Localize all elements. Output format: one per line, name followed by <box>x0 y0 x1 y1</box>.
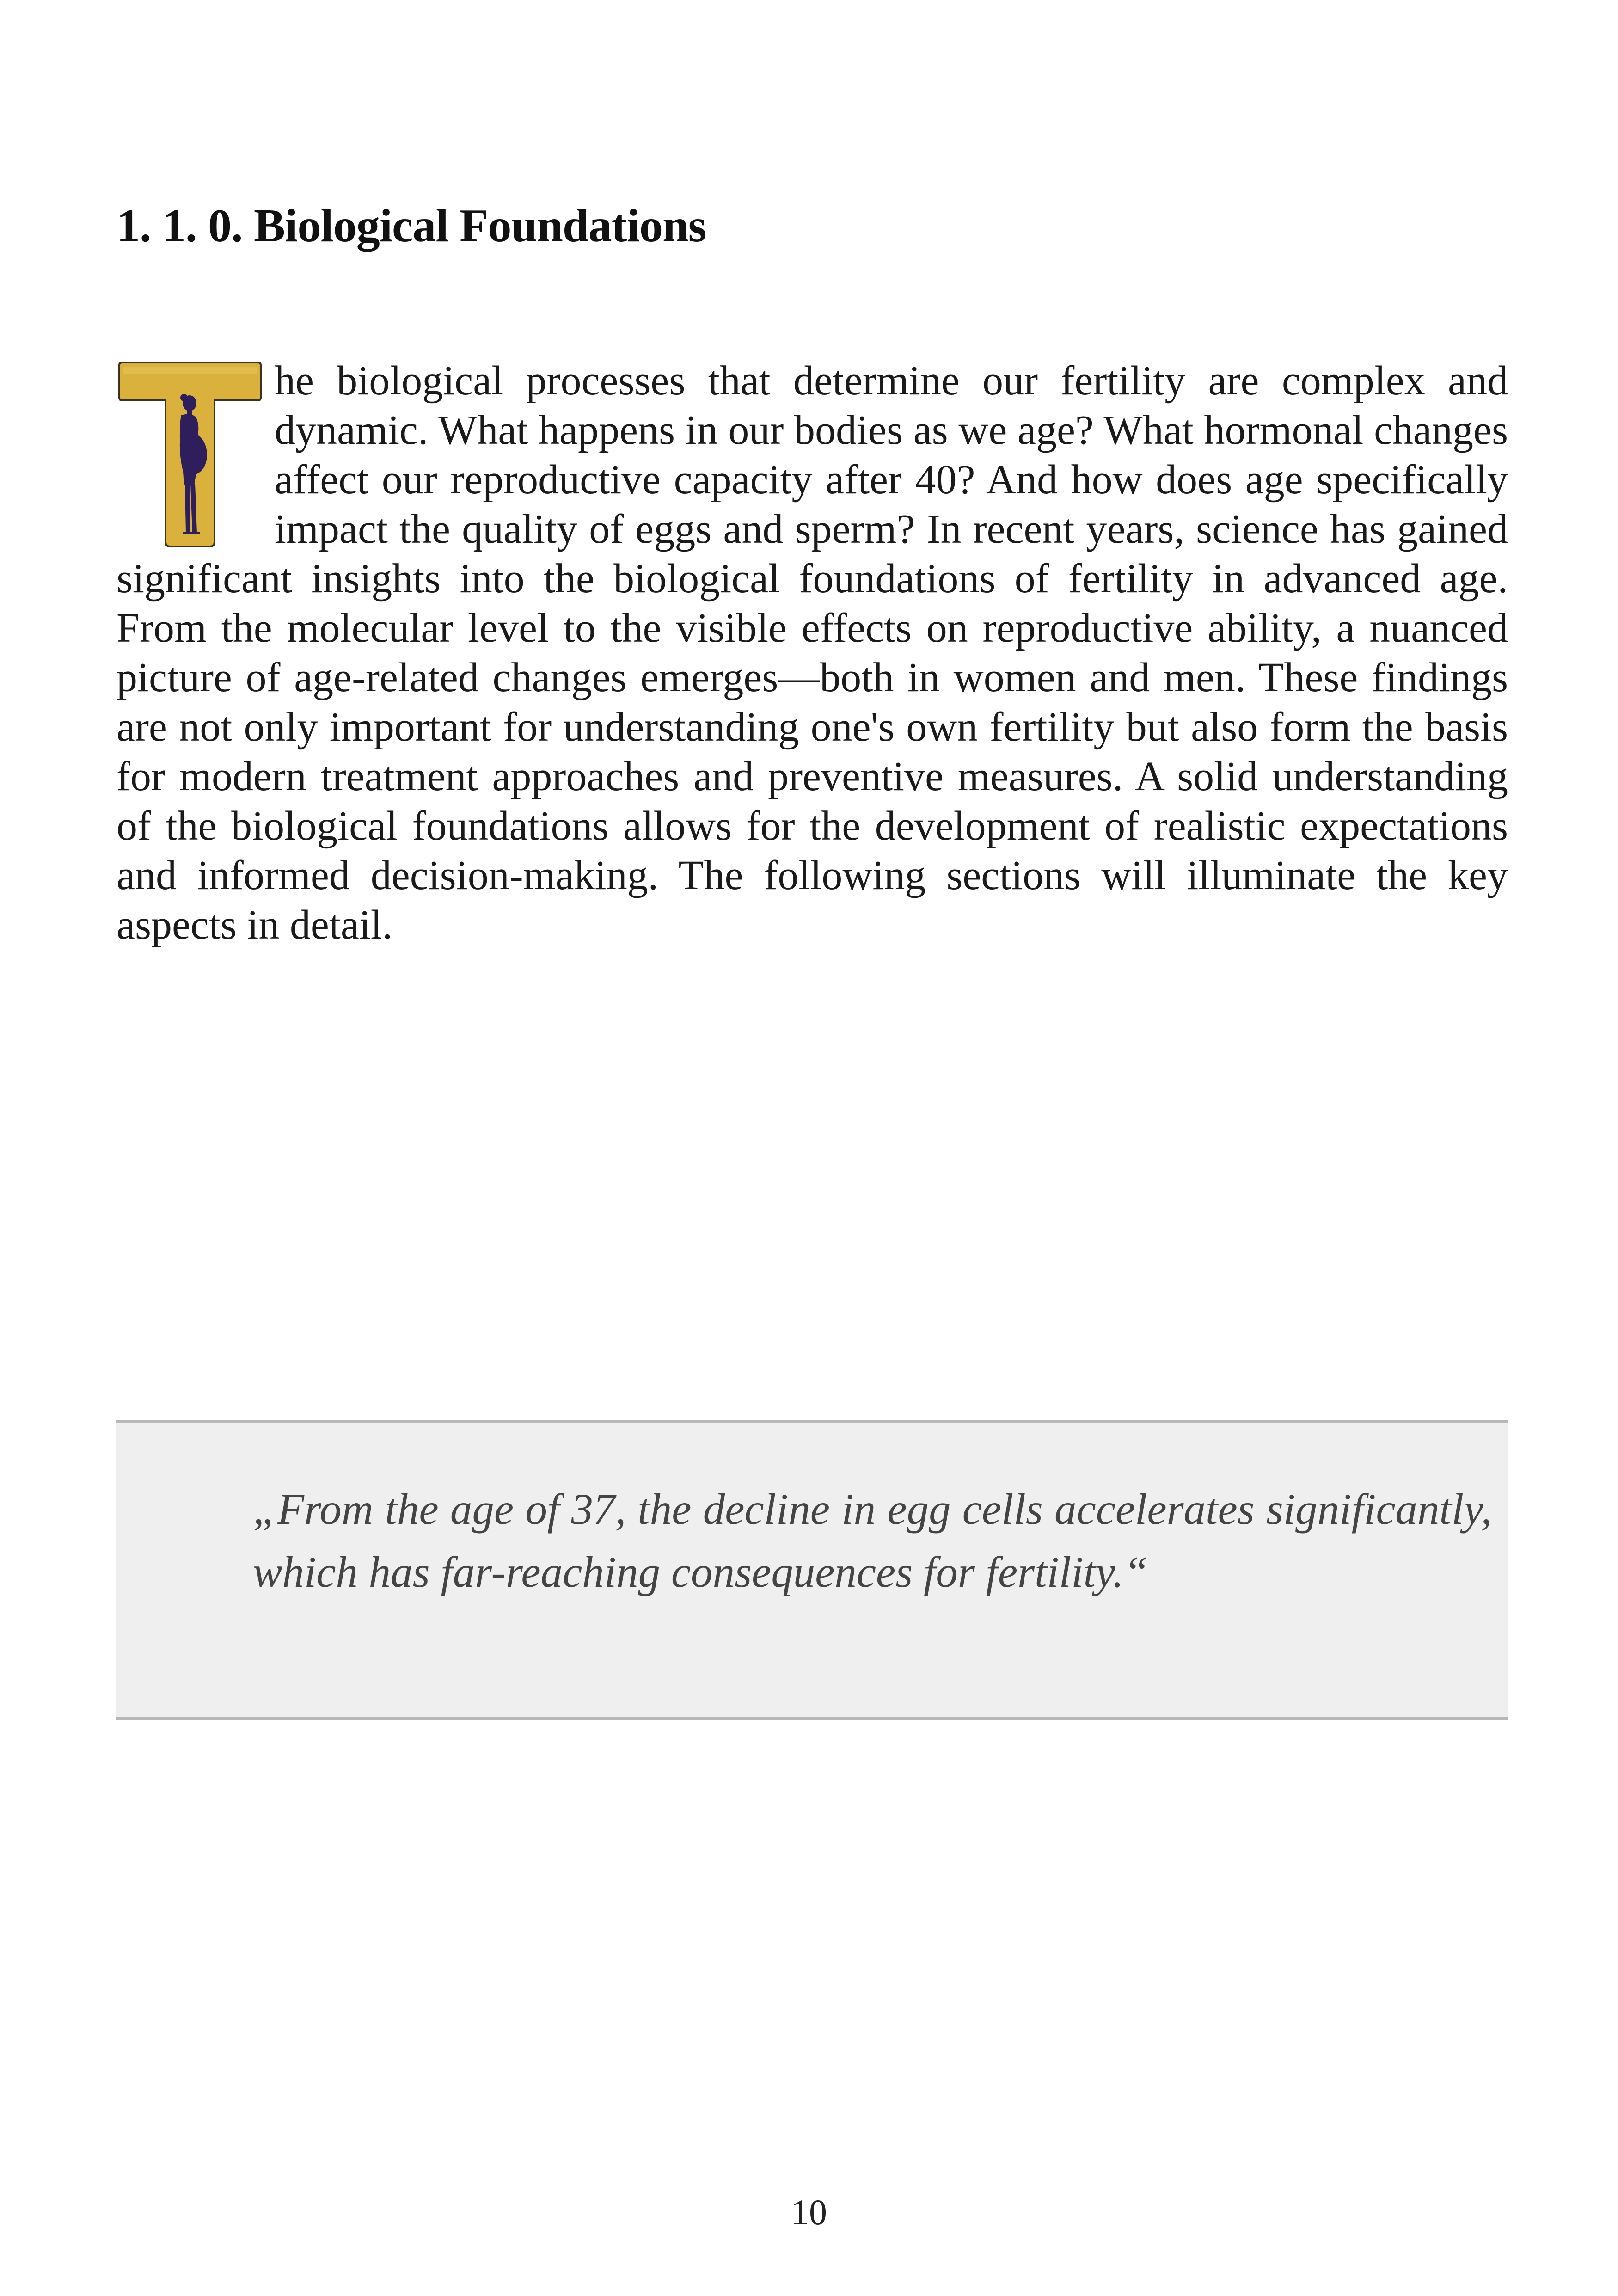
pull-quote-text: „From the age of 37, the decline in egg cells accelerates significantly, which has far-reaching consequences for fertility.“ <box>253 1485 1492 1596</box>
drop-cap-letter <box>116 361 264 549</box>
drop-cap-pregnant-woman-icon <box>116 361 264 549</box>
pull-quote-box <box>116 1420 1508 1720</box>
section-heading: 1. 1. 0. Biological Foundations <box>116 200 706 252</box>
intro-paragraph <box>116 356 1508 950</box>
page-number: 10 <box>791 2192 827 2232</box>
paragraph-text: he biological processes that determine our fertility are complex and dynamic. What happens in our bodies as we age? What hormonal changes affect our reproductive capacity after 40? And how does age specifically impact the quality of eggs and sperm? In recent years, science has gained significant insights into the biological foundations of fertility in advanced age. From the molecular level to the visible effects on reproductive ability, a nuanced picture of age-related changes emerges—both in women and men. These findings are not only important for understanding one's own fertility but also form the basis for modern treatment approaches and preventive measures. A solid understanding of the biological foundations allows for the development of realistic expectations and informed decision-making. The following sections will illuminate the key aspects in detail. <box>116 358 1508 948</box>
